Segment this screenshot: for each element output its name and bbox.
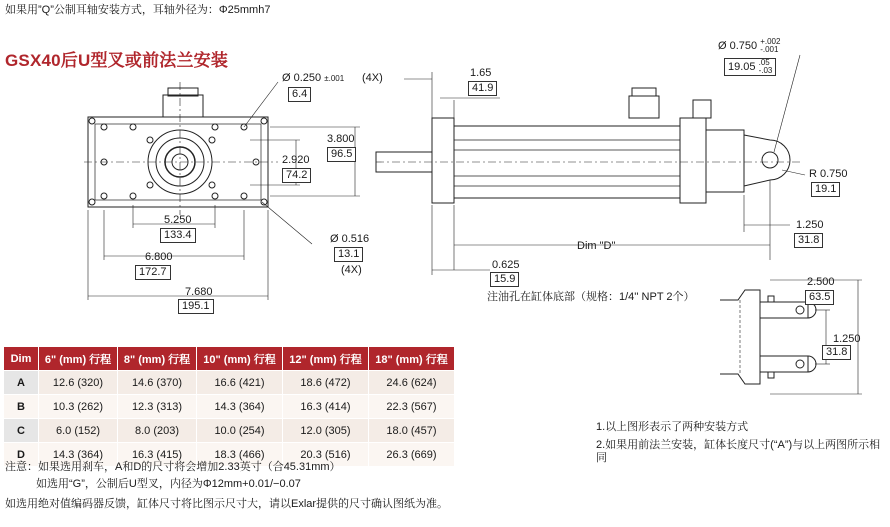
stroke-table xyxy=(3,346,455,467)
dim-2920-mm: 74.2 xyxy=(282,168,311,183)
table-cell: 18.3 (466) xyxy=(197,443,283,467)
table-header-cell: 6" (mm) 行程 xyxy=(39,347,118,371)
front-holes xyxy=(89,118,267,205)
front-boss xyxy=(163,95,203,117)
dim-165-mm: 41.9 xyxy=(468,81,497,96)
radius-mm: 19.1 xyxy=(811,182,840,197)
table-cell: 18.6 (472) xyxy=(283,371,369,395)
table-header-cell: Dim xyxy=(4,347,39,371)
table-cell: 12.0 (305) xyxy=(283,419,369,443)
pin-dia-label: Ø 0.750 +.002 -.001 xyxy=(718,37,781,54)
dim-2500: 2.500 xyxy=(807,276,835,288)
dim-0625: 0.625 xyxy=(492,259,520,271)
hole-dia-label: Ø 0.250 ±.001 xyxy=(282,72,345,84)
dim-2920: 2.920 xyxy=(282,154,310,166)
table-cell: 18.0 (457) xyxy=(369,419,455,443)
table-cell: C xyxy=(4,419,39,443)
dim-6800-mm: 172.7 xyxy=(135,265,171,280)
table-cell: 14.3 (364) xyxy=(39,443,118,467)
table-cell: 6.0 (152) xyxy=(39,419,118,443)
table-cell: 12.3 (313) xyxy=(118,395,197,419)
table-cell: 24.6 (624) xyxy=(369,371,455,395)
note-2: 如选用“G”，公制后U型叉，内径为Φ12mm+0.01/−0.07 xyxy=(36,478,301,490)
clevis-pin-hole xyxy=(762,152,778,168)
table-cell: 10.3 (262) xyxy=(39,395,118,419)
pin-mm-box: 19.05 .05 -.03 xyxy=(724,58,776,76)
table-cell: 14.3 (364) xyxy=(197,395,283,419)
dim-6800: 6.800 xyxy=(145,251,173,263)
table-cell: D xyxy=(4,443,39,467)
table-cell: 14.6 (370) xyxy=(118,371,197,395)
clevis-dim-1250: 1.250 xyxy=(833,333,861,345)
right-note-1: 1.以上图形表示了两种安装方式 xyxy=(596,421,749,433)
table-row xyxy=(4,419,455,443)
table-header-cell: 8" (mm) 行程 xyxy=(118,347,197,371)
dim-7680: 7.680 xyxy=(185,286,213,298)
top-note: 如果用”Q”公制耳轴安装方式，耳轴外径为：Φ25mmh7 xyxy=(5,4,271,16)
grease-note: 注油孔在缸体底部（规格：1/4'' NPT 2个） xyxy=(487,291,695,303)
table-cell: B xyxy=(4,395,39,419)
table-cell: 16.3 (415) xyxy=(118,443,197,467)
table-cell: 16.6 (421) xyxy=(197,371,283,395)
dim-1250-mm: 31.8 xyxy=(794,233,823,248)
dim-1250: 1.250 xyxy=(796,219,824,231)
table-cell: 16.3 (414) xyxy=(283,395,369,419)
dim-5250-mm: 133.4 xyxy=(160,228,196,243)
table-header-cell: 12" (mm) 行程 xyxy=(283,347,369,371)
table-header-cell: 18" (mm) 行程 xyxy=(369,347,455,371)
table-cell: 12.6 (320) xyxy=(39,371,118,395)
dim-165: 1.65 xyxy=(470,67,492,79)
mount-hole-mm: 13.1 xyxy=(334,247,363,262)
right-note-2: 2.如果用前法兰安装，缸体长度尺寸(“A”)与以上两图所示相同 xyxy=(596,439,881,464)
note-1: 注意：如果选用刹车，A和D的尺寸将会增加2.33英寸（合45.31mm） xyxy=(5,461,341,473)
table-header xyxy=(4,347,455,371)
dim-2500-mm: 63.5 xyxy=(805,290,834,305)
dim-0625-mm: 15.9 xyxy=(490,272,519,287)
dim-3800-mm: 96.5 xyxy=(327,147,356,162)
radius-label: R 0.750 xyxy=(809,168,848,180)
dim-7680-mm: 195.1 xyxy=(178,299,214,314)
page-title: GSX40后U型叉或前法兰安装 xyxy=(5,51,229,70)
cylinder-body xyxy=(454,126,680,198)
table-cell: 26.3 (669) xyxy=(369,443,455,467)
dim-d-label: Dim "D" xyxy=(577,240,616,252)
table-row xyxy=(4,371,455,395)
table-cell: 22.3 (567) xyxy=(369,395,455,419)
table-row xyxy=(4,395,455,419)
clevis-dim-1250-mm: 31.8 xyxy=(822,345,851,360)
table-cell: A xyxy=(4,371,39,395)
note-3: 如选用绝对值编码器反馈，缸体尺寸将比图示尺寸大，请以Exlar提供的尺寸确认图纸为准。 xyxy=(5,498,449,510)
hole-count: (4X) xyxy=(362,72,383,84)
dim-5250: 5.250 xyxy=(164,214,192,226)
table-cell: 10.0 (254) xyxy=(197,419,283,443)
mount-hole-count: (4X) xyxy=(341,264,362,276)
front-flange xyxy=(432,118,454,203)
hole-mm-box: 6.4 xyxy=(288,87,311,102)
dim-3800: 3.800 xyxy=(327,133,355,145)
mount-hole-label: Ø 0.516 xyxy=(330,233,370,245)
table-header-cell: 10" (mm) 行程 xyxy=(197,347,283,371)
table-cell: 8.0 (203) xyxy=(118,419,197,443)
table-cell: 20.3 (516) xyxy=(283,443,369,467)
